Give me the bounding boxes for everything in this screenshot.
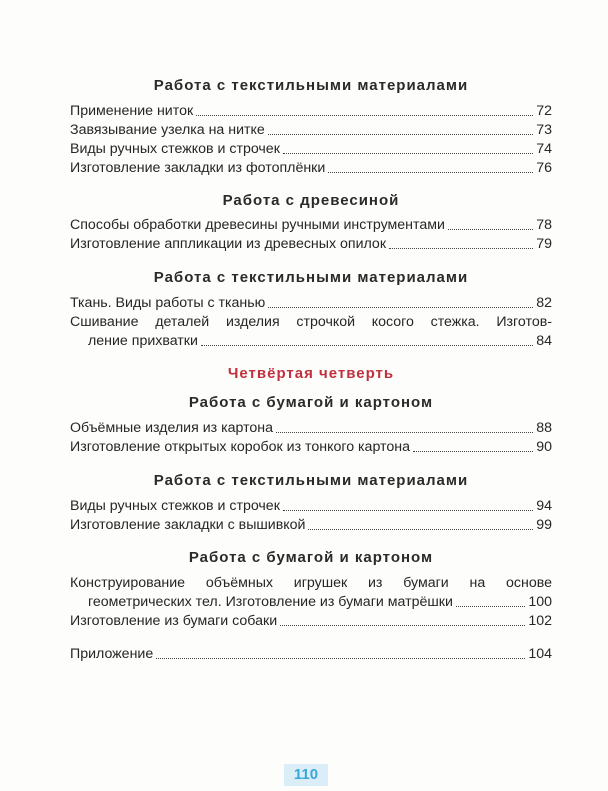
entry-title: ление прихватки <box>88 333 198 349</box>
entry-page: 72 <box>536 103 552 119</box>
section-title: Работа с текстильными материалами <box>153 269 469 286</box>
entry-page: 102 <box>528 613 552 629</box>
entry-title: Изготовление аппликации из древесных опилок <box>70 236 387 252</box>
toc-section <box>70 548 552 631</box>
dot-leader <box>283 510 533 511</box>
dot-leader <box>308 529 533 530</box>
toc-section <box>70 364 552 457</box>
dot-leader <box>328 172 533 173</box>
entry-page: 74 <box>536 141 552 157</box>
dot-leader <box>413 451 533 452</box>
dot-leader <box>283 153 533 154</box>
table-of-contents <box>70 76 552 664</box>
toc-entry[interactable] <box>70 159 552 178</box>
entry-title: Объёмные изделия из картона <box>70 420 274 436</box>
section-title: Работа с древесиной <box>222 192 400 209</box>
dot-leader <box>196 115 533 116</box>
toc-entry[interactable] <box>70 294 552 313</box>
entry-page: 94 <box>536 498 552 514</box>
entry-title: Изготовление из бумаги собаки <box>70 613 278 629</box>
entry-title: геометрических тел. Изготовление из бумаги матрёшки <box>88 594 453 610</box>
toc-entry[interactable] <box>70 516 552 535</box>
entry-page: 104 <box>528 646 552 662</box>
entry-page: 99 <box>536 517 552 533</box>
toc-section <box>70 268 552 351</box>
dot-leader <box>201 345 533 346</box>
entry-page: 100 <box>528 594 552 610</box>
toc-entry[interactable] <box>70 140 552 159</box>
quarter-title: Четвёртая четверть <box>227 365 395 382</box>
entry-title: Изготовление закладки из фотоплёнки <box>70 160 326 176</box>
toc-section <box>70 471 552 535</box>
toc-section <box>70 76 552 178</box>
dot-leader <box>389 248 533 249</box>
entry-title-line1: Сшивание деталей изделия строчкой косого стежка. Изготов- <box>70 314 552 330</box>
toc-entry[interactable] <box>70 612 552 631</box>
toc-entry[interactable] <box>70 438 552 457</box>
section-title: Работа с текстильными материалами <box>153 77 469 94</box>
toc-entry[interactable] <box>70 235 552 254</box>
dot-leader <box>268 307 533 308</box>
entry-page: 76 <box>536 160 552 176</box>
dot-leader <box>448 229 533 230</box>
dot-leader <box>156 658 525 659</box>
entry-title: Приложение <box>70 646 154 662</box>
toc-entry[interactable] <box>70 574 552 612</box>
dot-leader <box>276 432 533 433</box>
entry-page: 88 <box>536 420 552 436</box>
entry-title: Виды ручных стежков и строчек <box>70 141 280 157</box>
entry-page: 90 <box>536 439 552 455</box>
toc-section <box>70 191 552 254</box>
entry-title: Виды ручных стежков и строчек <box>70 498 280 514</box>
section-title: Работа с бумагой и картоном <box>188 549 434 566</box>
entry-page: 84 <box>536 333 552 349</box>
entry-title: Изготовление закладки с вышивкой <box>70 517 306 533</box>
entry-title: Способы обработки древесины ручными инструментами <box>70 217 445 233</box>
toc-entry[interactable] <box>70 419 552 438</box>
page-number: 110 <box>284 764 328 786</box>
toc-entry[interactable] <box>70 497 552 516</box>
toc-entry[interactable] <box>70 121 552 140</box>
entry-page: 73 <box>536 122 552 138</box>
entry-page: 82 <box>536 295 552 311</box>
entry-title: Завязывание узелка на нитке <box>70 122 265 138</box>
entry-title: Ткань. Виды работы с тканью <box>70 295 266 311</box>
entry-title: Применение ниток <box>70 103 194 119</box>
entry-title: Изготовление открытых коробок из тонкого картона <box>70 439 410 455</box>
section-title: Работа с бумагой и картоном <box>188 394 434 411</box>
entry-page: 78 <box>536 217 552 233</box>
dot-leader <box>456 606 525 607</box>
entry-title-line1: Конструирование объёмных игрушек из бумаги на основе <box>70 575 552 591</box>
dot-leader <box>280 625 525 626</box>
dot-leader <box>268 134 533 135</box>
toc-entry[interactable] <box>70 216 552 235</box>
section-title: Работа с текстильными материалами <box>153 472 469 489</box>
entry-page: 79 <box>536 236 552 252</box>
toc-entry[interactable] <box>70 102 552 121</box>
toc-entry-appendix[interactable] <box>70 645 552 664</box>
toc-entry[interactable] <box>70 313 552 351</box>
